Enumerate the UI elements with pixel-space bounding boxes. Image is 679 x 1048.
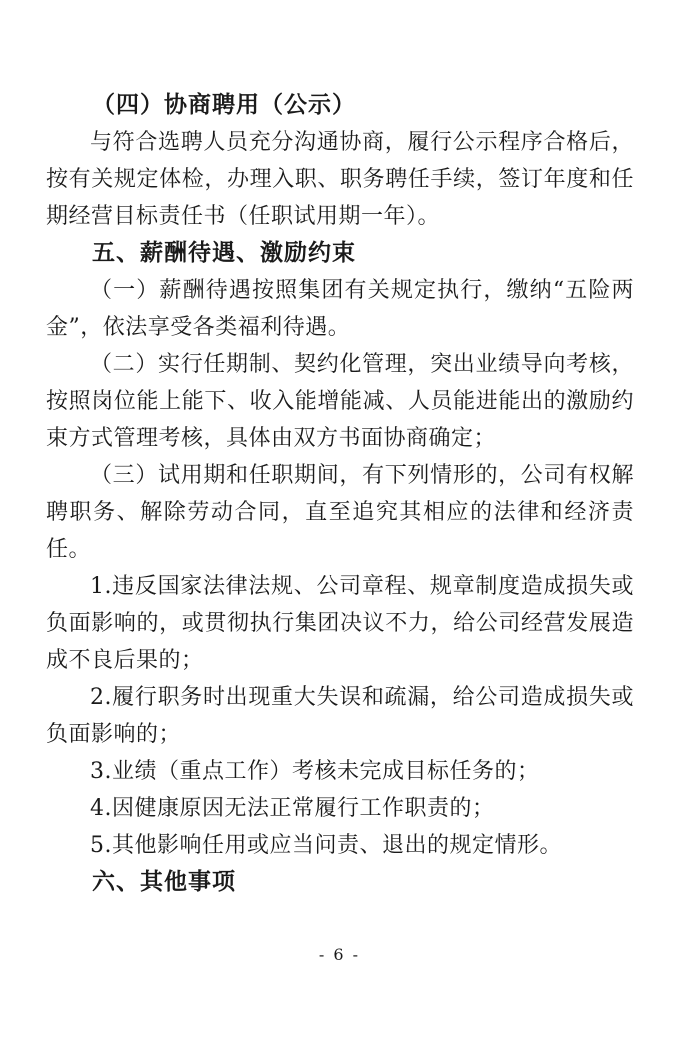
paragraph-dismissal-condition-5: 5.其他影响任用或应当问责、退出的规定情形。 xyxy=(90,833,562,858)
paragraph-dismissal-condition-2: 2.履行职务时出现重大失误和疏漏，给公司造成损失或负面影响的； xyxy=(46,685,634,747)
page-number: - 6 - xyxy=(318,945,361,964)
paragraph-hiring-procedure: 与符合选聘人员充分沟通协商，履行公示程序合格后，按有关规定体检，办理入职、职务聘任手续，签订年度和任期经营目标责任书（任职试用期一年）。 xyxy=(46,130,634,229)
paragraph-compensation-item-2: （二）实行任期制、契约化管理，突出业绩导向考核，按照岗位能上能下、收入能增能减、人员能进能出的激励约束方式管理考核，具体由双方书面协商确定； xyxy=(46,352,634,451)
paragraph-compensation-item-3: （三）试用期和任职期间，有下列情形的，公司有权解聘职务、解除劳动合同，直至追究其相应的法律和经济责任。 xyxy=(46,463,634,562)
section-heading-5-compensation: 五、薪酬待遇、激励约束 xyxy=(92,240,356,266)
section-heading-6-other-matters: 六、其他事项 xyxy=(92,869,236,895)
paragraph-dismissal-condition-3: 3.业绩（重点工作）考核未完成目标任务的； xyxy=(90,759,540,784)
paragraph-dismissal-condition-4: 4.因健康原因无法正常履行工作职责的； xyxy=(90,796,495,821)
paragraph-compensation-item-1: （一）薪酬待遇按照集团有关规定执行，缴纳“五险两金”，依法享受各类福利待遇。 xyxy=(46,278,634,340)
document-body xyxy=(46,87,634,901)
paragraph-dismissal-condition-1: 1.违反国家法律法规、公司章程、规章制度造成损失或负面影响的，或贯彻执行集团决议不力，给公司经营发展造成不良后果的； xyxy=(46,574,634,673)
section-heading-4-negotiated-hiring: （四）协商聘用（公示） xyxy=(92,92,356,118)
